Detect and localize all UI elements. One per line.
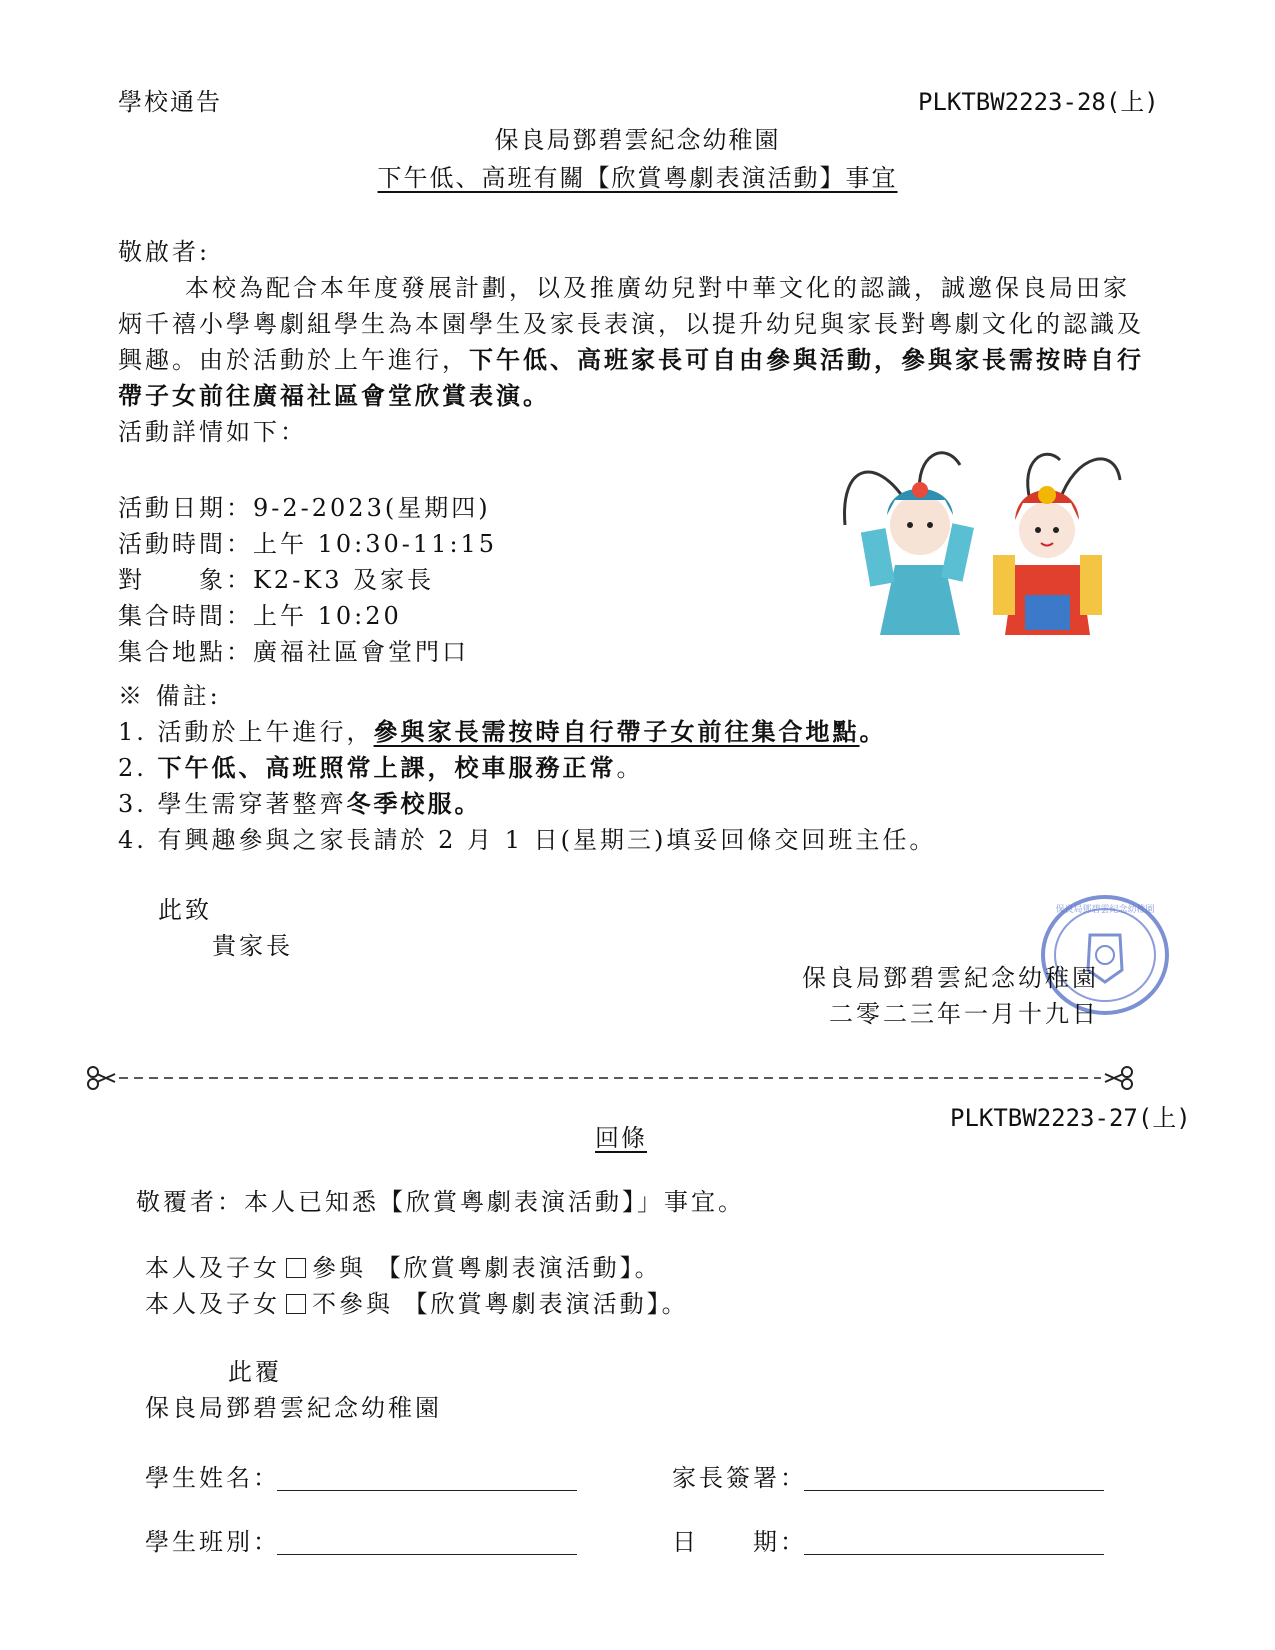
notes-heading: ※ 備註:: [118, 682, 221, 710]
detail-label: 對 象：: [118, 566, 253, 594]
detail-label: 活動日期：: [118, 494, 253, 522]
student-class-field[interactable]: [277, 1554, 577, 1555]
detail-value: 上午 10:20: [253, 602, 402, 630]
option-prefix: 本人及子女: [145, 1254, 280, 1282]
detail-time: [118, 524, 497, 564]
reply-ack: 敬覆者：本人已知悉【欣賞粵劇表演活動】」事宜。: [136, 1188, 745, 1216]
notice-subject: 下午低、高班有關【欣賞粵劇表演活動】事宜: [377, 164, 898, 192]
reply-ci-fu: 此覆: [228, 1358, 282, 1386]
paragraph-text: 興趣。由於活動於上午進行，: [118, 346, 469, 374]
option-prefix: 本人及子女: [145, 1290, 280, 1318]
parent-signature-field[interactable]: [804, 1490, 1104, 1491]
note-text: 有興趣參與之家長請於 2 月 1 日(星期三)填妥回條交回班主任。: [157, 826, 937, 854]
student-name-label: 學生姓名：: [145, 1464, 280, 1492]
note-item-3: [118, 784, 482, 824]
note-number: 3.: [118, 790, 147, 818]
scissors-icon: [88, 1067, 115, 1089]
detail-value: 上午 10:30-11:15: [253, 530, 498, 558]
detail-label: 集合時間：: [118, 602, 253, 630]
school-title: 保良局鄧碧雲紀念幼稚園: [494, 126, 781, 154]
student-class-label: 學生班別：: [145, 1528, 280, 1556]
notice-code: PLKTBW2223-28(上): [918, 88, 1159, 116]
note-end: 。: [859, 717, 887, 746]
reply-option-not-attend: [145, 1284, 689, 1324]
student-name-field[interactable]: [277, 1490, 577, 1491]
note-item-1: [118, 712, 887, 752]
note-text: 學生需穿著整齊: [157, 790, 347, 818]
sender-school: 保良局鄧碧雲紀念幼稚園: [802, 964, 1099, 992]
note-bold-text: 下午低、高班照常上課，校車服務正常: [157, 753, 617, 782]
reply-school: 保良局鄧碧雲紀念幼稚園: [145, 1394, 442, 1422]
letter-date: 二零二三年一月十九日: [829, 1000, 1099, 1028]
details-intro: 活動詳情如下：: [118, 418, 307, 446]
option-text: 不參與 【欣賞粵劇表演活動】。: [312, 1290, 689, 1318]
note-bold-text: 冬季校服。: [346, 789, 482, 818]
detail-label: 集合地點：: [118, 638, 253, 666]
opera-figures-illustration: [835, 445, 1135, 645]
paragraph-line: 本校為配合本年度發展計劃，以及推廣幼兒對中華文化的認識，誠邀保良局田家: [185, 274, 1130, 302]
reply-title: 回條: [595, 1124, 647, 1152]
paragraph-bold-text: 下午低、高班家長可自由參與活動，參與家長需按時自行: [469, 345, 1144, 374]
reply-code: PLKTBW2223-27(上): [950, 1104, 1191, 1132]
cut-line: [85, 1062, 1135, 1092]
closing-recipient: 貴家長: [212, 932, 293, 960]
paragraph-line: 帶子女前往廣福社區會堂欣賞表演。: [118, 381, 550, 410]
note-bold-text: 參與家長需按時自行帶子女前往集合地點: [373, 717, 860, 746]
detail-label: 活動時間：: [118, 530, 253, 558]
paragraph-line: [118, 340, 1144, 380]
detail-target: [118, 560, 434, 600]
not-attend-checkbox[interactable]: [286, 1294, 306, 1314]
paragraph-line: 炳千禧小學粵劇組學生為本園學生及家長表演，以提升幼兒與家長對粵劇文化的認識及: [118, 310, 1144, 338]
note-text: 活動於上午進行，: [157, 718, 374, 746]
note-end: 。: [616, 754, 644, 782]
detail-value: 廣福社區會堂門口: [253, 638, 469, 666]
svg-text:保良局鄧碧雲紀念幼稚園: 保良局鄧碧雲紀念幼稚園: [1055, 905, 1155, 915]
detail-value: K2-K3 及家長: [253, 566, 435, 594]
note-number: 4.: [118, 826, 147, 854]
note-number: 2.: [118, 754, 147, 782]
attend-checkbox[interactable]: [286, 1258, 306, 1278]
notice-label: 學校通告: [118, 88, 222, 116]
detail-date: [118, 488, 491, 528]
note-item-2: [118, 748, 644, 788]
date-field[interactable]: [804, 1554, 1104, 1555]
salutation: 敬啟者:: [118, 238, 211, 266]
option-text: 參與 【欣賞粵劇表演活動】。: [312, 1254, 662, 1282]
reply-option-attend: [145, 1248, 662, 1288]
parent-signature-label: 家長簽署：: [672, 1464, 807, 1492]
detail-gather-place: [118, 632, 469, 672]
detail-gather-time: [118, 596, 402, 636]
date-label: 日 期：: [672, 1528, 807, 1556]
note-number: 1.: [118, 718, 147, 746]
scissors-icon: [1105, 1067, 1132, 1089]
detail-value: 9-2-2023(星期四): [253, 494, 491, 522]
closing-ci-zhi: 此致: [158, 896, 212, 924]
note-item-4: [118, 820, 936, 860]
